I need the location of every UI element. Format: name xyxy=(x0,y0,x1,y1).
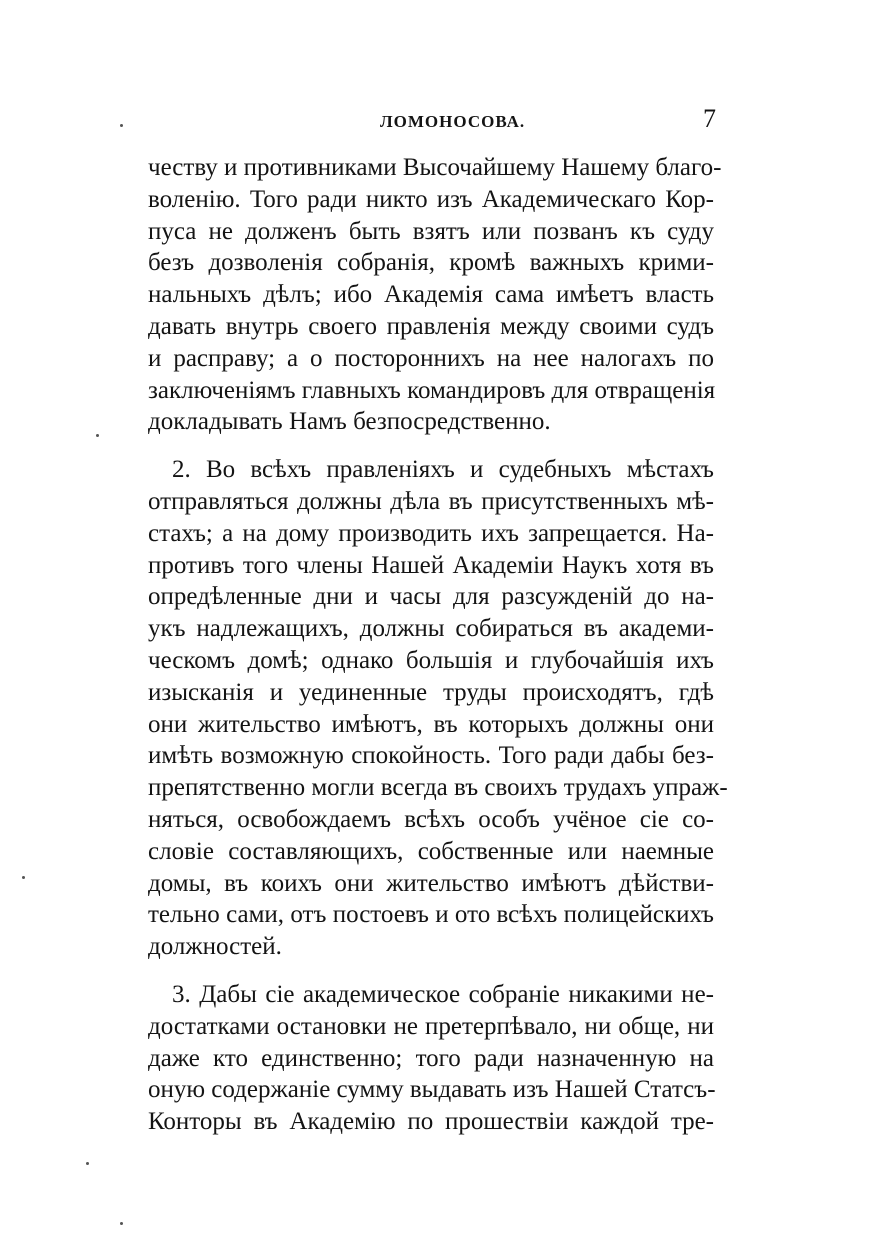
text-line: безъ дозволенія собранія, кромѣ важныхъ крими- xyxy=(148,249,714,277)
text-line: Конторы въ Академію по прошествіи каждой тре- xyxy=(148,1108,714,1136)
paragraph-spacer xyxy=(148,438,714,454)
text-line: докладывать Намъ безпосредственно. xyxy=(148,408,551,436)
print-speck xyxy=(96,434,99,437)
text-line: укъ надлежащихъ, должны собираться въ академи- xyxy=(148,615,714,643)
body-text xyxy=(148,152,728,1138)
text-line: стахъ; а на дому производить ихъ запрещается. На- xyxy=(148,519,714,547)
text-line: тельно сами, отъ постоевъ и ото всѣхъ полицейскихъ xyxy=(148,901,714,929)
text-line: достатками остановки не претерпѣвало, ни обще, ни xyxy=(148,1012,714,1040)
text-line: ческомъ домѣ; однако большія и глубочайшія ихъ xyxy=(148,646,714,674)
print-speck xyxy=(22,876,25,879)
text-line: пуса не долженъ быть взятъ или позванъ къ суду xyxy=(148,217,714,245)
text-line: изысканія и уединенные труды происходятъ, гдѣ xyxy=(148,678,714,706)
page-number: 7 xyxy=(703,104,716,133)
text-line: отправляться должны дѣла въ присутственныхъ мѣ- xyxy=(148,487,714,515)
text-line: словіе составляющихъ, собственные или наемные xyxy=(148,837,714,865)
paragraph-2 xyxy=(148,454,728,963)
text-line: воленію. Того ради никто изъ Академическаго Кор- xyxy=(148,185,714,213)
paragraph-1 xyxy=(148,152,722,438)
text-line: должностей. xyxy=(148,933,282,961)
text-line: оную содержаніе сумму выдавать изъ Нашей Статсъ- xyxy=(148,1076,716,1104)
print-speck xyxy=(120,124,123,127)
text-line: няться, освобождаемъ всѣхъ особъ учёное сіе со- xyxy=(148,805,714,833)
text-line: противъ того члены Нашей Академіи Наукъ хотя въ xyxy=(148,551,714,579)
text-line: опредѣленные дни и часы для разсужденій до на- xyxy=(148,583,714,611)
text-line: даже кто единственно; того ради назначенную на xyxy=(148,1044,714,1072)
text-line: препятственно могли всегда въ своихъ трудахъ упраж- xyxy=(148,774,728,802)
print-speck xyxy=(120,1222,123,1225)
text-line: давать внутрь своего правленія между своими судъ xyxy=(148,312,714,340)
text-line: домы, въ коихъ они жительство имѣютъ дѣйстви- xyxy=(148,869,714,897)
text-line: честву и противниками Высочайшему Нашему благо- xyxy=(148,154,722,181)
text-line: заключеніямъ главныхъ командировъ для отвращенія xyxy=(148,376,716,404)
text-line: имѣть возможную спокойность. Того ради дабы без- xyxy=(148,742,714,770)
text-line: нальныхъ дѣлъ; ибо Академія сама имѣетъ власть xyxy=(148,281,714,309)
print-speck xyxy=(86,1162,89,1165)
paragraph-spacer xyxy=(148,963,714,979)
text-line: 2. Во всѣхъ правленіяхъ и судебныхъ мѣстахъ xyxy=(172,456,714,484)
text-line: 3. Дабы сіе академическое собраніе никакими не- xyxy=(172,980,714,1008)
text-line: они жительство имѣютъ, въ которыхъ должны они xyxy=(148,710,714,738)
running-title: ЛОМОНОСОВА. xyxy=(380,112,526,131)
paragraph-3 xyxy=(148,979,714,1138)
text-line: и расправу; а о постороннихъ на нее налогахъ по xyxy=(148,344,714,372)
